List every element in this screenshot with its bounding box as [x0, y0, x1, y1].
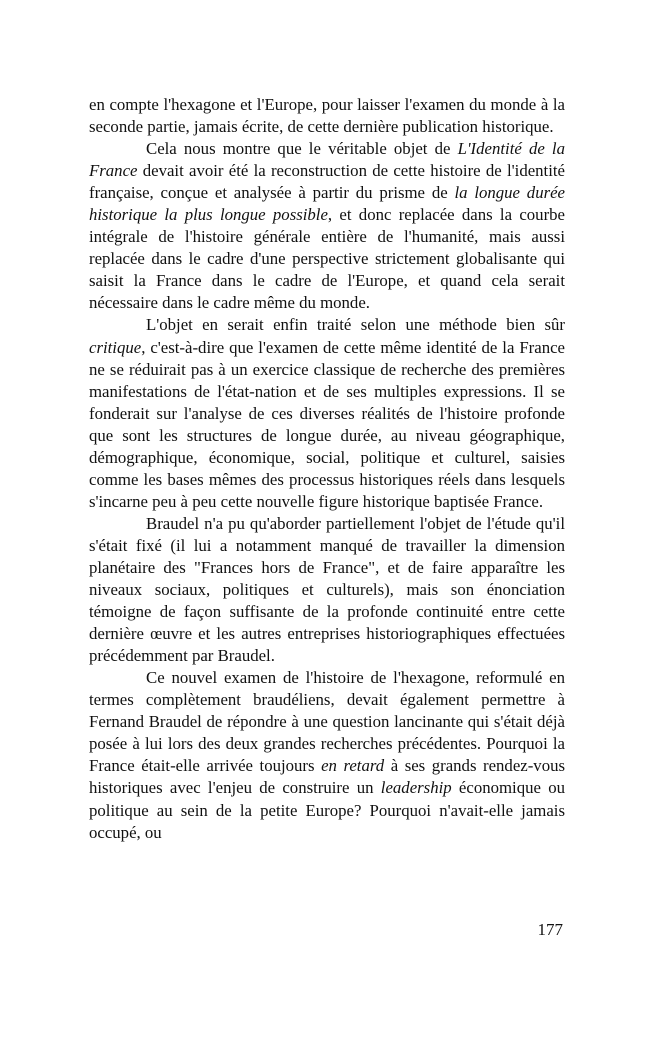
paragraph-3	[89, 314, 565, 512]
paragraph-2	[89, 138, 565, 314]
body-text	[89, 94, 565, 844]
paragraph-5-text-b: à ses grands rendez-vous historiques avec l'enjeu de construire un	[89, 756, 566, 798]
paragraph-2-text-c: , et donc replacée dans la courbe intégrale de l'histoire générale entière de l'humanité, mais aussi replacée dans le cadre d'une perspective strictement globalisante qui saisit la France dans le cadre de l'Europe, et quand cela serait nécessaire dans le cadre même du monde.	[89, 205, 565, 313]
paragraph-4	[89, 513, 565, 667]
longue-duree-italic: la longue durée historique la plus longue possible	[89, 183, 566, 225]
en-retard-italic: en retard	[321, 756, 385, 776]
book-title-italic: L'Identité de la France	[89, 139, 565, 181]
leadership-italic: leadership	[380, 778, 452, 798]
paragraph-1-text: en compte l'hexagone et l'Europe, pour laisser l'examen du monde à la seconde partie, jamais écrite, de cette dernière publication historique.	[89, 95, 565, 137]
paragraph-5	[89, 667, 565, 843]
paragraph-2-text-b: devait avoir été la reconstruction de cette histoire de l'identité française, conçue et analysée à partir du prisme de	[89, 161, 565, 203]
paragraph-3-text-a: L'objet en serait enfin traité selon une méthode bien sûr	[146, 315, 565, 335]
paragraph-2-text-a: Cela nous montre que le véritable objet de	[146, 139, 458, 159]
page-number: 177	[537, 920, 563, 939]
paragraph-5-text-a: Ce nouvel examen de l'histoire de l'hexagone, reformulé en termes complètement braudéliens, devait également permettre à Fernand Braudel de répondre à une question lancinante qui s'était déjà posée à lui lors des deux grandes recherches précédentes. Pourquoi la France était-elle arrivée toujours	[89, 668, 565, 776]
paragraph-4-text: Braudel n'a pu qu'aborder partiellement l'objet de l'étude qu'il s'était fixé (il lui a notamment manqué de travailler la dimension planétaire des "Frances hors de France", et de faire apparaître les niveaux sociaux, politiques et culturels), mais son énonciation témoigne de façon suffisante de la profonde continuité entre cette dernière œuvre et les autres entreprises historiographiques effectuées précédemment par Braudel.	[89, 513, 565, 666]
critique-italic: critique	[89, 337, 142, 357]
paragraph-1	[89, 94, 565, 138]
paragraph-3-text-b: , c'est-à-dire que l'examen de cette même identité de la France ne se réduirait pas à un exercice classique de recherche des premières manifestations de l'état-nation et de ses multiples expressions. Il se fonderait sur l'analyse de ces diverses réalités de l'histoire profonde que sont les structures de longue durée, au niveau géographique, démographique, économique, social, politique et culturel, saisies comme les bases mêmes des processus historiques réels dans lesquels s'incarne peu à peu cette nouvelle figure historique baptisée France.	[89, 337, 565, 511]
paragraph-5-text-c: économique ou politique au sein de la petite Europe? Pourquoi n'avait-elle jamais occupé, ou	[89, 778, 566, 842]
